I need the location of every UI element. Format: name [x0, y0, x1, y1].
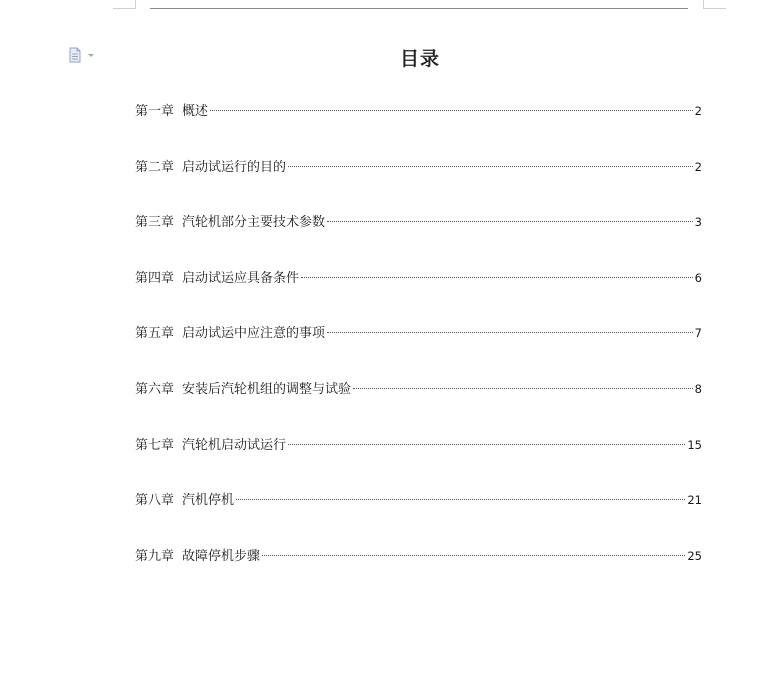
toc-chapter-number: 第九章: [135, 548, 175, 564]
toc-entry[interactable]: [135, 101, 702, 157]
toc-chapter-number: 第二章: [135, 159, 175, 175]
page-corner-mark-left: [113, 0, 136, 9]
toc-page-number: 21: [687, 493, 702, 508]
toc-chapter-title: 汽轮机部分主要技术参数: [182, 215, 326, 231]
toc-chapter-number: 第四章: [135, 270, 175, 286]
page-corner-mark-right: [703, 0, 726, 9]
toc-chapter-title: 启动试运行的目的: [182, 159, 287, 175]
toc-page-number: 3: [694, 215, 702, 230]
toc-chapter-title: 概述: [182, 104, 209, 119]
toc-dot-leader: [301, 277, 693, 278]
toc-entry[interactable]: [135, 435, 702, 491]
toc-dot-leader: [327, 332, 693, 333]
toc-chapter-title: 汽轮机启动试运行: [182, 437, 287, 453]
toc-chapter-title: 汽机停机: [182, 493, 235, 509]
toc-dot-leader: [262, 555, 685, 556]
toc-entry[interactable]: [135, 157, 702, 213]
toc-chapter-number: 第六章: [135, 381, 175, 397]
toc-page-number: 7: [694, 326, 702, 341]
toc-entry[interactable]: [135, 546, 702, 602]
toc-dot-leader: [210, 110, 693, 111]
toc-dot-leader: [353, 388, 693, 389]
table-of-contents: [135, 101, 702, 601]
toc-page-number: 15: [687, 437, 702, 452]
toc-chapter-number: 第七章: [135, 437, 175, 453]
toc-entry[interactable]: [135, 379, 702, 435]
toc-chapter-title: 启动试运应具备条件: [182, 270, 300, 286]
toc-entry[interactable]: [135, 490, 702, 546]
toc-entry[interactable]: [135, 268, 702, 324]
toc-entry[interactable]: [135, 212, 702, 268]
toc-page-number: 8: [694, 381, 702, 396]
toc-chapter-number: 第五章: [135, 326, 175, 342]
toc-page-number: 6: [694, 270, 702, 285]
toc-chapter-number: 第三章: [135, 215, 175, 231]
toc-dot-leader: [327, 221, 693, 222]
toc-page-number: 2: [694, 159, 702, 174]
toc-chapter-number: 第八章: [135, 493, 175, 509]
toc-dot-leader: [288, 444, 685, 445]
header-rule: [150, 8, 688, 9]
toc-chapter-number: 第一章: [135, 104, 175, 119]
toc-title: 目录: [399, 48, 440, 70]
toc-entry[interactable]: [135, 323, 702, 379]
toc-dot-leader: [236, 499, 685, 500]
toc-dot-leader: [288, 166, 693, 167]
toc-page-number: 25: [687, 548, 702, 563]
toc-page-number: 2: [694, 104, 702, 118]
toc-chapter-title: 故障停机步骤: [182, 548, 261, 564]
toc-chapter-title: 安装后汽轮机组的调整与试验: [182, 381, 352, 397]
toc-chapter-title: 启动试运中应注意的事项: [182, 326, 326, 342]
